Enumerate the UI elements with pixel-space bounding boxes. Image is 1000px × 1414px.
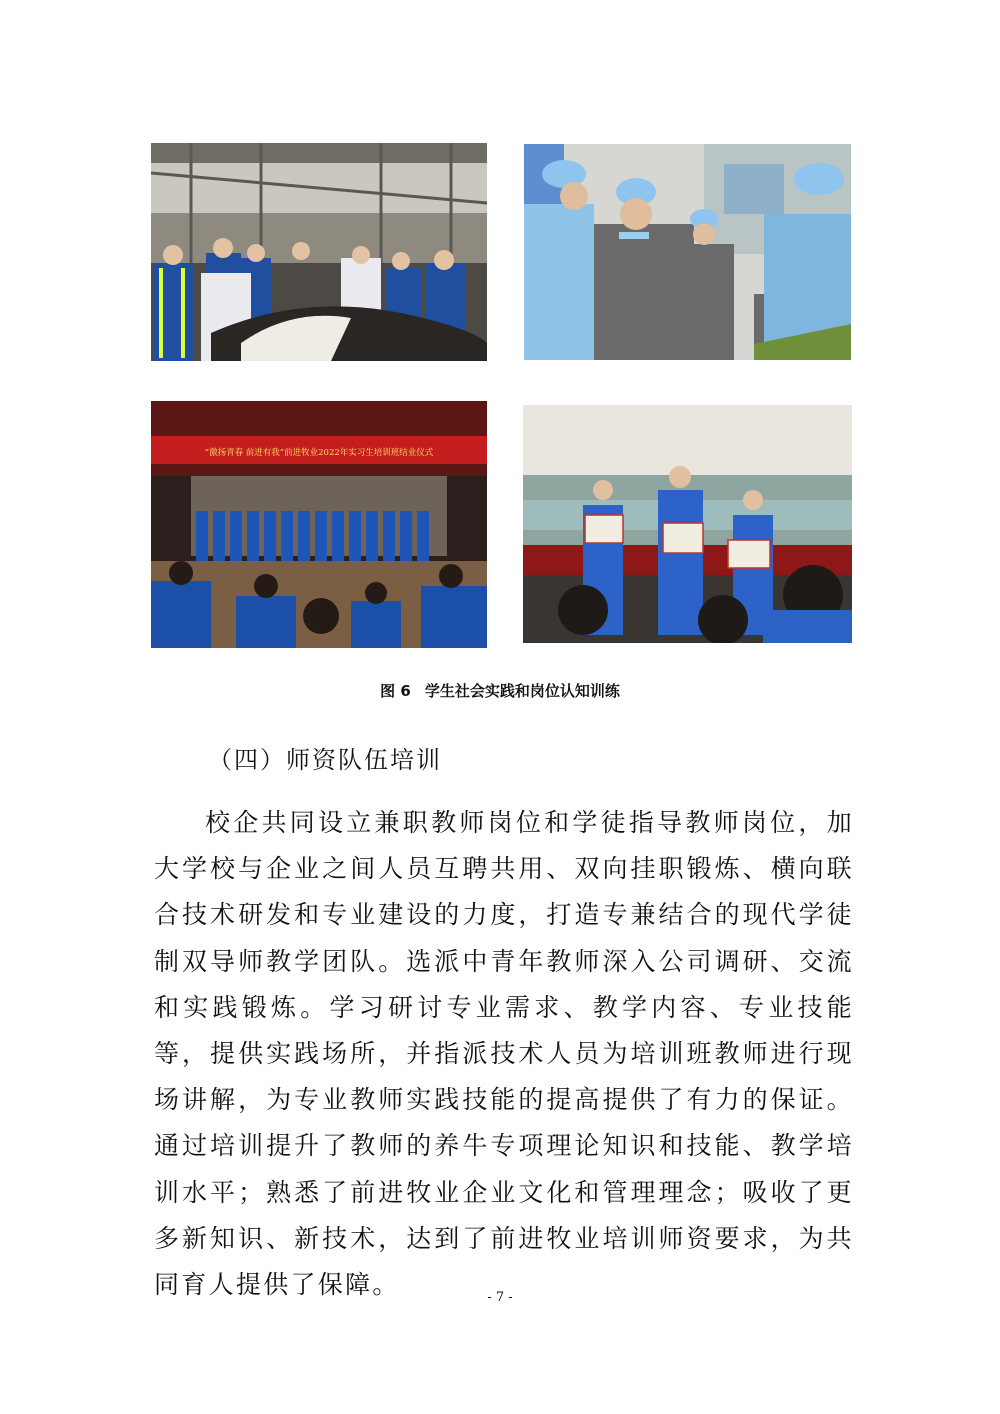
- photo-cattle-barn-training: [151, 143, 487, 361]
- figure-title: 学生社会实践和岗位认知训练: [424, 682, 620, 700]
- section-heading: （四）师资队伍培训: [208, 746, 442, 774]
- body-paragraph: 校企共同设立兼职教师岗位和学徒指导教师岗位，加大学校与企业之间人员互聘共用、双向挂职锻炼、横向联合技术研发和专业建设的力度，打造专兼结合的现代学徒制双导师教学团队。选派中青年教师深入公司调研、交流和实践锻炼。学习研讨专业需求、教学内容、专业技能等，提供实践场所，并指派技术人员为培训班教师进行现场讲解，为专业教师实践技能的提高提供了有力的保证。通过培训提升了教师的养牛专项理论知识和技能、教学培训水平；熟悉了前进牧业企业文化和管理理念；吸收了更多新知识、新技术，达到了前进牧业培训师资要求，为共同育人提供了保障。: [154, 808, 854, 1300]
- photo-workshop-discussion: [524, 144, 851, 360]
- figure-number: 图 6: [380, 682, 411, 700]
- photo-stage-graduation-ceremony: [151, 401, 487, 648]
- figure-caption: [0, 680, 1000, 701]
- page-number: - 7 -: [487, 1290, 513, 1305]
- photo-certificate-award: [523, 405, 852, 643]
- ceremony-banner-text: “激扬青春 前进有我”前进牧业2022年实习生培训班结业仪式: [204, 448, 434, 458]
